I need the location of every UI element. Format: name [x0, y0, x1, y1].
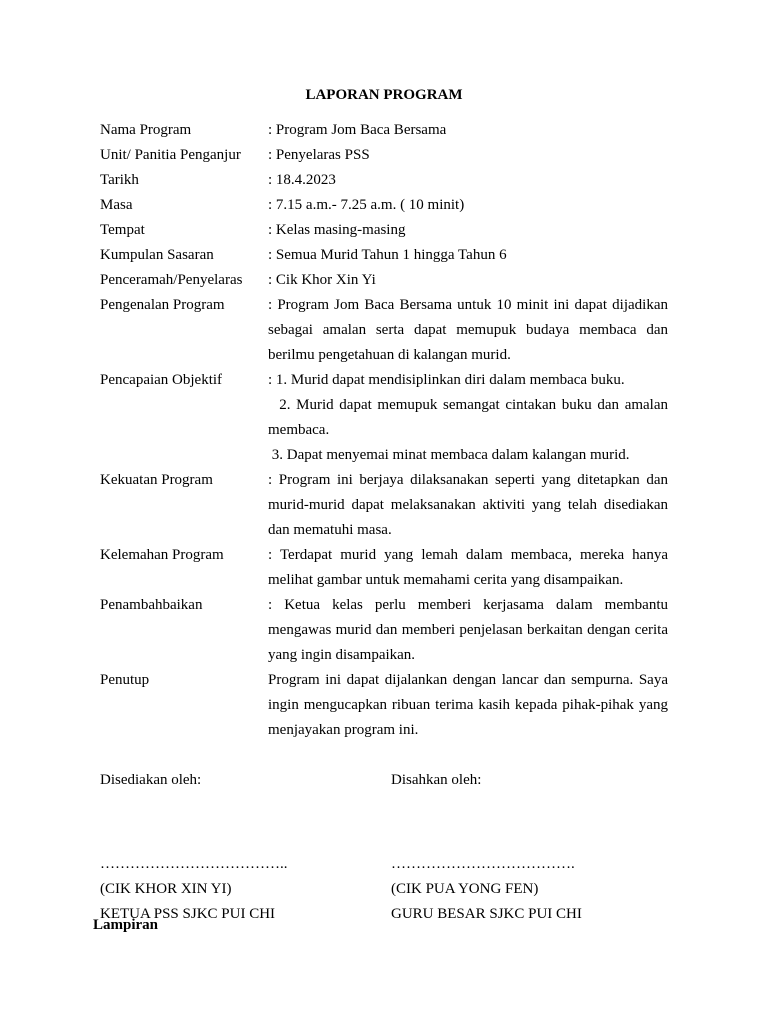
detail-value-line: 2. Murid dapat memupuk semangat cintakan buku dan amalan membaca.: [268, 397, 672, 438]
detail-label: Kumpulan Sasaran: [100, 247, 214, 263]
approved-by-position: GURU BESAR SJKC PUI CHI: [391, 906, 582, 922]
detail-label: Penambahbaikan: [100, 597, 203, 613]
detail-row: [100, 543, 672, 593]
attachment-heading: Lampiran: [93, 917, 159, 933]
detail-row: [100, 193, 668, 218]
prepared-by-heading: Disediakan oleh:: [100, 772, 202, 788]
detail-value-line: : Penyelaras PSS: [268, 147, 370, 163]
detail-label: Kelemahan Program: [100, 547, 224, 563]
detail-value-line: : Terdapat murid yang lemah dalam membaca, mereka hanya melihat gambar untuk memahami cerita yang disampaikan.: [268, 547, 672, 588]
detail-value-line: : Semua Murid Tahun 1 hingga Tahun 6: [268, 247, 507, 263]
detail-value: [268, 268, 668, 293]
detail-value-line: : Program ini berjaya dilaksanakan seperti yang ditetapkan dan murid-murid dapat melaksanakan aktiviti yang telah disediakan dan mematuhi masa.: [268, 472, 672, 538]
detail-value-line: : Program Jom Baca Bersama: [268, 122, 447, 138]
prepared-by-position: KETUA PSS SJKC PUI CHI: [100, 906, 276, 922]
detail-label: Tempat: [100, 222, 145, 238]
detail-label: Masa: [100, 197, 133, 213]
detail-row: [100, 368, 672, 468]
report-title: LAPORAN PROGRAM: [305, 87, 463, 103]
detail-row: [100, 243, 668, 268]
detail-value-line: : 7.15 a.m.- 7.25 a.m. ( 10 minit): [268, 197, 465, 213]
detail-value: [268, 168, 668, 193]
detail-label: Unit/ Panitia Penganjur: [100, 147, 241, 163]
detail-row: [100, 218, 668, 243]
detail-row: [100, 143, 668, 168]
approved-by-signature-line: ……………………………….: [391, 856, 575, 872]
detail-value: [268, 543, 672, 593]
detail-value: [268, 368, 672, 468]
detail-row: [100, 268, 668, 293]
detail-value-line: : 1. Murid dapat mendisiplinkan diri dalam membaca buku.: [268, 372, 625, 388]
detail-label: Pencapaian Objektif: [100, 372, 223, 388]
detail-value-line: : Ketua kelas perlu memberi kerjasama dalam membantu mengawas murid dan memberi penjelasan berkaitan dengan cerita yang ingin disampaikan.: [268, 597, 672, 663]
detail-value: [268, 143, 668, 168]
prepared-by-signature-line: ………………………………..: [100, 856, 288, 872]
detail-value: [268, 243, 668, 268]
detail-row: [100, 468, 672, 543]
detail-value-line: : 18.4.2023: [268, 172, 336, 188]
detail-label: Penceramah/Penyelaras: [100, 272, 243, 288]
detail-row: [100, 293, 672, 368]
detail-value: [268, 668, 672, 743]
detail-value: [268, 193, 668, 218]
detail-value: [268, 118, 668, 143]
detail-row: [100, 168, 668, 193]
approved-by-name: (CIK PUA YONG FEN): [391, 881, 539, 897]
detail-value-line: 3. Dapat menyemai minat membaca dalam kalangan murid.: [268, 447, 630, 463]
detail-row: [100, 593, 672, 668]
detail-value-line: : Program Jom Baca Bersama untuk 10 minit ini dapat dijadikan sebagai amalan serta dapat memupuk budaya membaca dan berilmu pengetahuan di kalangan murid.: [268, 297, 672, 363]
detail-value: [268, 468, 672, 543]
detail-value-line: : Cik Khor Xin Yi: [268, 272, 376, 288]
approved-by-block: [391, 768, 582, 927]
detail-label: Penutup: [100, 672, 150, 688]
detail-value: [268, 593, 672, 668]
detail-value-line: : Kelas masing-masing: [268, 222, 406, 238]
detail-label: Kekuatan Program: [100, 472, 213, 488]
approved-by-heading: Disahkan oleh:: [391, 772, 482, 788]
detail-label: Tarikh: [100, 172, 139, 188]
report-details: [100, 118, 672, 743]
detail-value-line: Program ini dapat dijalankan dengan lancar dan sempurna. Saya ingin mengucapkan ribuan terima kasih kepada pihak-pihak yang menjayakan program ini.: [268, 672, 672, 738]
detail-row: [100, 668, 672, 743]
detail-label: Pengenalan Program: [100, 297, 225, 313]
prepared-by-name: (CIK KHOR XIN YI): [100, 881, 232, 897]
detail-label: Nama Program: [100, 122, 192, 138]
prepared-by-block: [100, 768, 288, 927]
detail-value: [268, 293, 672, 368]
detail-value: [268, 218, 668, 243]
detail-row: [100, 118, 668, 143]
